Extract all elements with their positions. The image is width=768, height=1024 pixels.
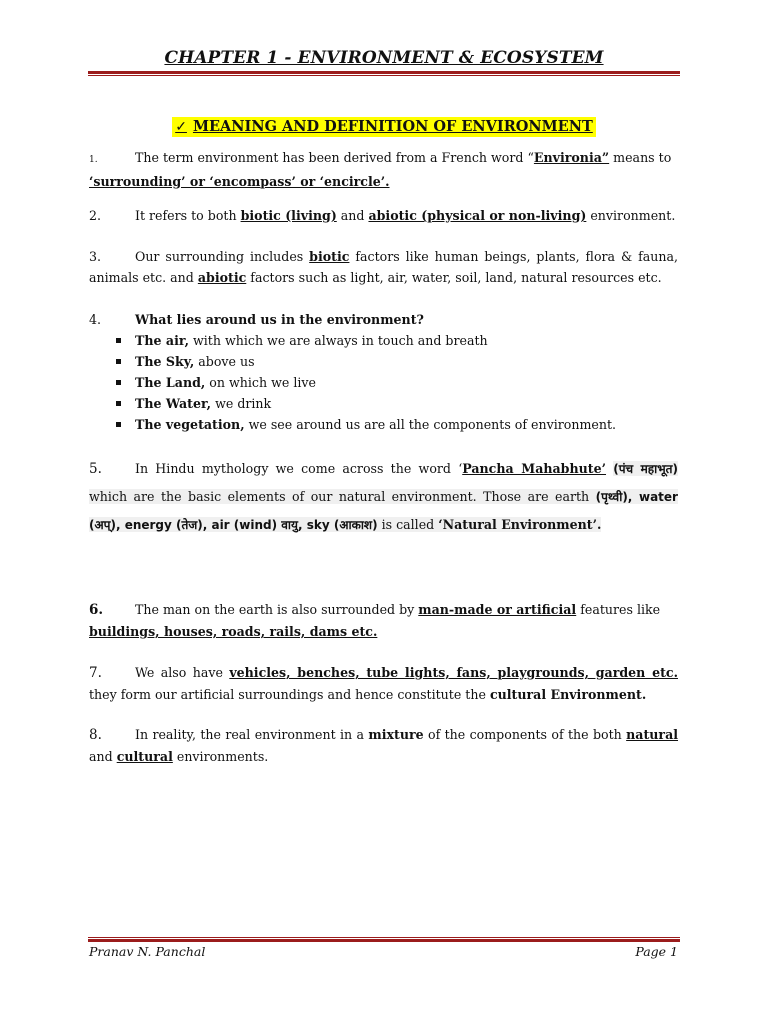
term-buildings: buildings, houses, roads, rails, dams etc. [89,624,378,639]
bullet-square-icon [116,401,121,406]
heading-text: MEANING AND DEFINITION OF ENVIRONMENT [192,118,593,135]
heading-highlight [172,117,596,137]
bullet-text: on which we live [205,375,316,390]
item-number: 1. [89,155,98,165]
bullet-square-icon [116,338,121,343]
devanagari-term: (पंच महाभूत) [613,462,678,476]
item-number: 8. [89,727,102,743]
bullet-bold: The air, [135,333,189,348]
item-text: The man on the earth is also surrounded by [135,602,419,617]
footer-author: Pranav N. Panchal [89,944,206,959]
item-5 [89,455,678,539]
item-text: The term environment has been derived from a French word “ [135,150,534,165]
item-text: environments. [172,749,269,764]
item-number: 2. [89,208,102,223]
item-number: 7. [89,665,102,681]
item-text: they form our artificial surroundings and hence constitute the [89,687,490,702]
item-8 [89,724,678,767]
item-text: and [89,749,117,764]
item-number: 6. [89,602,104,618]
term-vehicles: vehicles, benches, tube lights, fans, playgrounds, garden etc. [229,665,678,680]
term-biotic: biotic (living) [240,208,337,223]
item-question: What lies around us in the environment? [135,312,424,327]
item-1 [89,147,678,192]
term-environia: Environia” [533,150,610,165]
bullet-text: above us [194,354,255,369]
item-3 [89,246,678,288]
footer-rule [88,937,680,942]
item-4 [89,309,678,330]
checkmark-icon: ✓ [175,119,187,135]
term-man-made: man-made or artificial [418,602,577,617]
list-item [116,393,676,414]
bullet-text: we drink [211,396,272,411]
bullet-bold: The Land, [135,375,206,390]
item-text: factors like human beings, plants, flora & fauna, animals etc. and [89,249,678,285]
item-text: Our surrounding includes [135,249,310,264]
item-text: In reality, the real environment in a [135,727,369,742]
chapter-title: CHAPTER 1 - ENVIRONMENT & ECOSYSTEM [164,48,604,68]
bullet-bold: The Sky, [135,354,195,369]
item-text: features like [576,602,661,617]
devanagari-elements: (पृथ्वी), water (अप्), energy (तेज), air (wind) वायु, sky (आकाश) [89,490,678,532]
item-2 [89,205,678,226]
term-surrounding: ‘surrounding’ or ‘encompass’ or ‘encircle’. [89,174,390,189]
list-item [116,330,676,351]
term-abiotic: abiotic [197,270,247,285]
item-text: In Hindu mythology we come across the word ‘ [135,461,463,476]
list-item [116,414,676,435]
item-text: We also have [135,665,230,680]
item-text: which are the basic elements of our natural environment. Those are earth [89,489,590,504]
bullet-bold: The vegetation, [135,417,245,432]
item-text: environment. [586,208,676,223]
list-item [116,372,676,393]
item-text: means to [609,150,672,165]
item-text: of the components of the both [423,727,627,742]
item-text: It refers to both [135,208,241,223]
item-text: is called [377,517,439,532]
item-text: and [336,208,369,223]
term-cultural: cultural [116,749,173,764]
item-number: 5. [89,461,102,477]
term-natural-environment: ‘Natural Environment’. [438,517,602,532]
item-number: 4. [89,312,102,327]
item-text: factors such as light, air, water, soil, land, natural resources etc. [246,270,662,285]
section-heading [0,116,768,135]
term-cultural-environment: cultural Environment. [489,687,647,702]
bullet-square-icon [116,359,121,364]
bullet-bold: The Water, [135,396,212,411]
header-rule [88,71,680,76]
term-biotic: biotic [309,249,350,264]
footer-page-number: Page 1 [635,944,678,959]
item-number: 3. [89,249,102,264]
bullet-square-icon [116,380,121,385]
list-item [116,351,676,372]
bullet-text: with which we are always in touch and breath [188,333,488,348]
component-list [116,330,676,435]
item-7 [89,662,678,705]
term-natural: natural [626,727,679,742]
term-abiotic: abiotic (physical or non-living) [368,208,587,223]
bullet-text: we see around us are all the components of environment. [244,417,617,432]
item-6 [89,599,678,642]
term-mixture: mixture [368,727,424,742]
bullet-square-icon [116,422,121,427]
term-pancha-mahabhute: Pancha Mahabhute’ [462,461,607,476]
